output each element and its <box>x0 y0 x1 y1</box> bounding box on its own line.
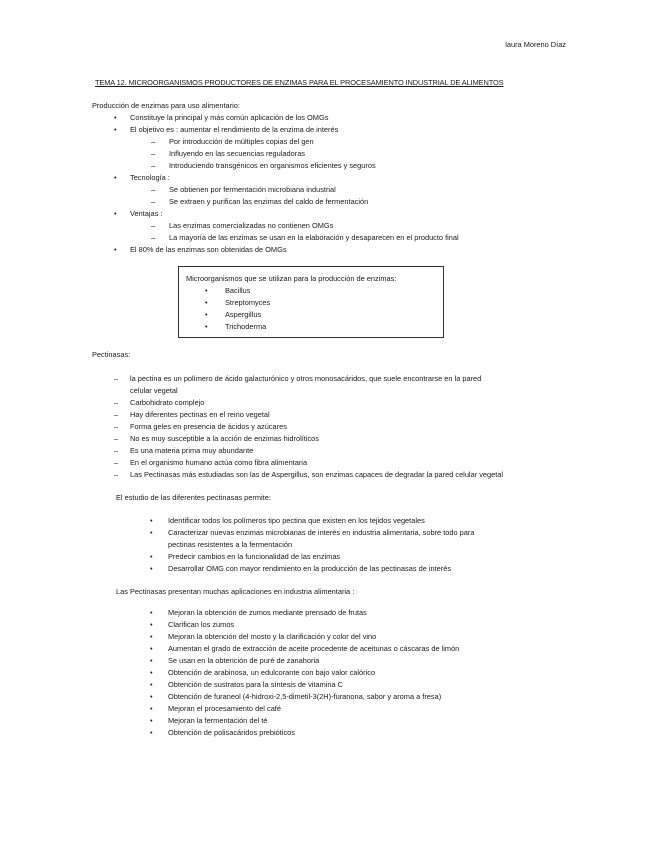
dash-icon: – <box>114 470 119 479</box>
author-name: laura Moreno Díaz <box>505 40 566 49</box>
sub-list-item: Se extraen y purifican las enzimas del caldo de fermentación <box>169 197 369 206</box>
document-title: TEMA 12. MICROORGANISMOS PRODUCTORES DE ENZIMAS PARA EL PROCESAMIENTO INDUSTRIAL DE ALIMENTOS <box>95 78 504 87</box>
list-item: Obtención de polisacáridos prebióticos <box>168 728 295 737</box>
bullet-icon: • <box>205 286 208 295</box>
list-item: Bacillus <box>225 286 251 295</box>
box-heading: Microorganismos que se utilizan para la producción de enzimas: <box>186 274 397 283</box>
list-item: Ventajas : <box>130 209 163 218</box>
list-item: Obtención de furaneol (4-hidroxi-2,5-dimetil-3(2H)-furanona, sabor y aroma a fresa) <box>168 692 442 701</box>
microorganisms-box <box>178 266 444 338</box>
dash-icon: – <box>114 434 119 443</box>
bullet-icon: • <box>114 245 117 254</box>
dash-list-item: Forma geles en presencia de ácidos y azúcares <box>130 422 287 431</box>
bullet-icon: • <box>150 528 153 537</box>
list-item: Mejoran la obtención del mosto y la clarificación y color del vino <box>168 632 377 641</box>
list-item: Mejoran la obtención de zumos mediante prensado de frutas <box>168 608 367 617</box>
list-item: Streptomyces <box>225 298 271 307</box>
dash-icon: – <box>151 137 156 146</box>
dash-list-item: Las Pectinasas más estudiadas son las de Aspergillus, son enzimas capaces de degradar la pared celular vegetal <box>130 470 504 479</box>
bullet-icon: • <box>150 620 153 629</box>
list-item: Tecnología : <box>130 173 170 182</box>
dash-list-item: la pectina es un polímero de ácido galacturónico y otros monosacáridos, que suele encontrarse en la pared <box>130 374 482 383</box>
list-item: Constituye la principal y más común aplicación de los OMGs <box>130 113 329 122</box>
list-item: Desarrollar OMG con mayor rendimiento en la producción de las pectinasas de interés <box>168 564 452 573</box>
bullet-icon: • <box>114 173 117 182</box>
list-item: Trichoderma <box>225 322 267 331</box>
list-item: Mejoran la fermentación del té <box>168 716 268 725</box>
list-item: Obtención de sustratos para la síntesis de vitamina C <box>168 680 344 689</box>
dash-icon: – <box>151 149 156 158</box>
dash-icon: – <box>151 221 156 230</box>
dash-list-item: Hay diferentes pectinas en el reino vegetal <box>130 410 270 419</box>
bullet-icon: • <box>150 680 153 689</box>
dash-icon: – <box>114 422 119 431</box>
dash-list-item: En el organismo humano actúa como fibra alimentaria <box>130 458 308 467</box>
dash-icon: – <box>151 197 156 206</box>
list-item: Caracterizar nuevas enzimas microbianas de interés en industria alimentaria, sobre todo para <box>168 528 475 537</box>
bullet-icon: • <box>150 692 153 701</box>
bullet-icon: • <box>150 632 153 641</box>
list-item: Aspergillus <box>225 310 262 319</box>
bullet-icon: • <box>150 644 153 653</box>
bullet-icon: • <box>150 552 153 561</box>
bullet-icon: • <box>150 728 153 737</box>
dash-icon: – <box>114 374 119 383</box>
list-item: Aumentan el grado de extracción de aceite procedente de aceitunas o cáscaras de limón <box>168 644 460 653</box>
dash-list-item: No es muy susceptible a la acción de enzimas hidrolíticos <box>130 434 319 443</box>
sub-list-item: Las enzimas comercializadas no contienen OMGs <box>169 221 334 230</box>
section1-heading: Producción de enzimas para uso alimentario: <box>92 101 240 110</box>
dash-list-item: Es una materia prima muy abundante <box>130 446 254 455</box>
bullet-icon: • <box>205 310 208 319</box>
dash-icon: – <box>114 398 119 407</box>
bullet-icon: • <box>150 564 153 573</box>
dash-list-item: celular vegetal <box>130 386 178 395</box>
list-item: Clarifican los zumos <box>168 620 235 629</box>
sub-list-item: Se obtienen por fermentación microbiana industrial <box>169 185 336 194</box>
bullet-icon: • <box>205 298 208 307</box>
bullet-icon: • <box>150 656 153 665</box>
list-item: pectinas resistentes a la fermentación <box>168 540 293 549</box>
list-item: El objetivo es : aumentar el rendimiento de la enzima de interés <box>130 125 339 134</box>
list-item: Se usan en la obtención de puré de zanahoria <box>168 656 320 665</box>
bullet-icon: • <box>150 704 153 713</box>
list-item: Predecir cambios en la funcionalidad de las enzimas <box>168 552 341 561</box>
list-item: El 80% de las enzimas son obtenidas de OMGs <box>130 245 287 254</box>
list-item: Identificar todos los polímeros tipo pectina que existen en los tejidos vegetales <box>168 516 425 525</box>
list-item: Mejoran el procesamiento del café <box>168 704 281 713</box>
study-heading: El estudio de las diferentes pectinasas permite: <box>116 493 271 502</box>
sub-list-item: Introduciendo transgénicos en organismos eficientes y seguros <box>169 161 376 170</box>
sub-list-item: Influyendo en las secuencias reguladoras <box>169 149 305 158</box>
section2-heading: Pectinasas: <box>92 350 131 359</box>
sub-list-item: La mayoría de las enzimas se usan en la elaboración y desaparecen en el producto final <box>169 233 459 242</box>
list-item: Obtención de arabinosa, un edulcorante con bajo valor calórico <box>168 668 376 677</box>
dash-icon: – <box>151 161 156 170</box>
applications-heading: Las Pectinasas presentan muchas aplicaciones en industria alimentaria : <box>116 587 355 596</box>
dash-icon: – <box>114 410 119 419</box>
bullet-icon: • <box>114 209 117 218</box>
bullet-icon: • <box>150 668 153 677</box>
bullet-icon: • <box>114 125 117 134</box>
dash-icon: – <box>114 446 119 455</box>
dash-icon: – <box>114 458 119 467</box>
dash-list-item: Carbohidrato complejo <box>130 398 205 407</box>
bullet-icon: • <box>150 608 153 617</box>
dash-icon: – <box>151 233 156 242</box>
sub-list-item: Por introducción de múltiples copias del gen <box>169 137 314 146</box>
bullet-icon: • <box>150 716 153 725</box>
bullet-icon: • <box>150 516 153 525</box>
bullet-icon: • <box>114 113 117 122</box>
dash-icon: – <box>151 185 156 194</box>
bullet-icon: • <box>205 322 208 331</box>
